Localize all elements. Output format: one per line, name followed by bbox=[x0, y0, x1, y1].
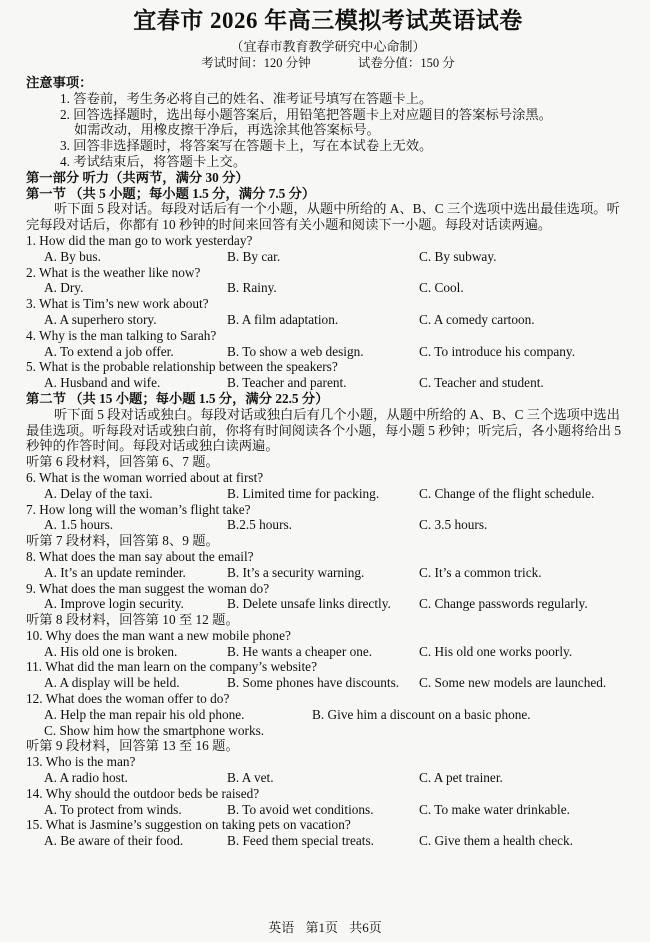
option-b: B. A vet. bbox=[227, 770, 274, 786]
material-6-heading: 听第 6 段材料，回答第 6、7 题。 bbox=[26, 454, 219, 470]
options-9 bbox=[26, 596, 630, 612]
note-item: 2. 回答选择题时，选出每小题答案后，用铅笔把答题卡上对应题目的答案标号涂黑。 bbox=[60, 106, 552, 122]
question-1: 1. How did the man go to work yesterday? bbox=[26, 232, 253, 248]
notes-section bbox=[26, 75, 630, 170]
option-b: B. Give him a discount on a basic phone. bbox=[312, 706, 531, 722]
option-b: B. A film adaptation. bbox=[227, 311, 339, 327]
options-10 bbox=[26, 644, 630, 660]
option-a: A. His old one is broken. bbox=[44, 643, 178, 659]
option-b: B. To show a web design. bbox=[227, 343, 364, 359]
question-4: 4. Why is the man talking to Sarah? bbox=[26, 327, 217, 343]
exam-score: 试卷分值：150 分 bbox=[357, 56, 455, 70]
option-a: A. To extend a job offer. bbox=[44, 343, 174, 359]
option-c: C. Some new models are launched. bbox=[419, 675, 607, 691]
section2-instructions: 听下面 5 段对话或独白。每段对话或独白后有几个小题，从题中所给的 A、B、C 三个选项中选出最佳选项。听每段对话或独白前，你将有时间阅读各个小题，每小题 5 秒钟；听完后，各小题将给出 5 秒钟的作答时间。每段对话或独白读两遍。 bbox=[26, 406, 622, 454]
footer-subject: 英语 bbox=[268, 920, 295, 936]
option-b: B. Rainy. bbox=[227, 280, 277, 296]
option-c: C. To make water drinkable. bbox=[419, 801, 570, 817]
options-5 bbox=[26, 375, 630, 391]
option-a: A. 1.5 hours. bbox=[44, 517, 114, 533]
question-10: 10. Why does the man want a new mobile phone? bbox=[26, 627, 291, 643]
material-8-heading: 听第 8 段材料，回答第 10 至 12 题。 bbox=[26, 612, 239, 628]
exam-subtitle: （宜春市教育教学研究中心命制） bbox=[230, 39, 426, 54]
note-item: 3. 回答非选择题时，将答案写在答题卡上，写在本试卷上无效。 bbox=[60, 138, 433, 154]
material-9-heading: 听第 9 段材料，回答第 13 至 16 题。 bbox=[26, 738, 239, 754]
options-6 bbox=[26, 486, 630, 502]
exam-meta bbox=[26, 55, 630, 72]
option-b: B. Teacher and parent. bbox=[227, 375, 347, 391]
option-c: C. Change of the flight schedule. bbox=[419, 485, 595, 501]
question-15: 15. What is Jasmine’s suggestion on taking pets on vacation? bbox=[26, 817, 351, 833]
question-7: 7. How long will the woman’s flight take? bbox=[26, 501, 251, 517]
option-a: A. Help the man repair his old phone. bbox=[44, 706, 245, 722]
exam-title: 宜春市 2026 年高三模拟考试英语试卷 bbox=[133, 8, 523, 33]
options-13 bbox=[26, 770, 630, 786]
options-4 bbox=[26, 344, 630, 360]
option-a: A. A display will be held. bbox=[44, 675, 180, 691]
material-7-heading: 听第 7 段材料，回答第 8、9 题。 bbox=[26, 533, 219, 549]
option-b: B.2.5 hours. bbox=[227, 517, 293, 533]
option-a: A. A radio host. bbox=[44, 770, 128, 786]
question-6: 6. What is the woman worried about at first? bbox=[26, 469, 264, 485]
section1-instructions: 听下面 5 段对话。每段对话后有一个小题，从题中所给的 A、B、C 三个选项中选出最佳选项。听完每段对话后，你都有 10 秒钟的时间来回答有关小题和阅读下一小题。每段对话读两遍。 bbox=[26, 201, 620, 233]
option-a: A. Be aware of their food. bbox=[44, 833, 184, 849]
options-8 bbox=[26, 565, 630, 581]
part1-heading: 第一部分 听力（共两节，满分 30 分） bbox=[26, 169, 249, 185]
option-c: C. A pet trainer. bbox=[419, 770, 503, 786]
page-footer bbox=[0, 920, 650, 936]
option-b: B. Delete unsafe links directly. bbox=[227, 596, 391, 612]
option-c: C. By subway. bbox=[419, 248, 497, 264]
note-item: 如需改动，用橡皮擦干净后，再选涂其他答案标号。 bbox=[74, 122, 380, 138]
question-8: 8. What does the man say about the email? bbox=[26, 548, 254, 564]
notes-heading: 注意事项： bbox=[26, 75, 93, 90]
section2-heading: 第二节 （共 15 小题；每小题 1.5 分，满分 22.5 分） bbox=[26, 390, 329, 406]
option-b: B. It’s a security warning. bbox=[227, 564, 365, 580]
question-14: 14. Why should the outdoor beds be raised? bbox=[26, 785, 260, 801]
option-a: A. Husband and wife. bbox=[44, 375, 161, 391]
option-b: B. Limited time for packing. bbox=[227, 485, 380, 501]
options-14 bbox=[26, 802, 630, 818]
option-c: C. 3.5 hours. bbox=[419, 517, 488, 533]
footer-total: 共6页 bbox=[349, 920, 382, 936]
option-c: C. His old one works poorly. bbox=[419, 643, 573, 659]
option-b: B. By car. bbox=[227, 248, 281, 264]
option-c: C. Teacher and student. bbox=[419, 375, 544, 391]
option-c: C. Show him how the smartphone works. bbox=[44, 722, 265, 738]
option-c: C. Give them a health check. bbox=[419, 833, 573, 849]
option-b: B. He wants a cheaper one. bbox=[227, 643, 373, 659]
option-a: A. Delay of the taxi. bbox=[44, 485, 153, 501]
options-3 bbox=[26, 312, 630, 328]
question-9: 9. What does the man suggest the woman do? bbox=[26, 580, 270, 596]
question-5: 5. What is the probable relationship between the speakers? bbox=[26, 359, 338, 375]
question-12: 12. What does the woman offer to do? bbox=[26, 691, 230, 707]
option-c: C. A comedy cartoon. bbox=[419, 311, 535, 327]
options-11 bbox=[26, 675, 630, 691]
option-a: A. By bus. bbox=[44, 248, 101, 264]
option-c: C. It’s a common trick. bbox=[419, 564, 542, 580]
option-c: C. Change passwords regularly. bbox=[419, 596, 588, 612]
option-a: A. To protect from winds. bbox=[44, 801, 182, 817]
option-b: B. To avoid wet conditions. bbox=[227, 801, 374, 817]
option-a: A. Dry. bbox=[44, 280, 84, 296]
option-a: A. Improve login security. bbox=[44, 596, 184, 612]
options-7 bbox=[26, 517, 630, 533]
question-13: 13. Who is the man? bbox=[26, 754, 136, 770]
note-item: 1. 答卷前，考生务必将自己的姓名、准考证号填写在答题卡上。 bbox=[60, 90, 433, 106]
options-12 bbox=[26, 707, 630, 723]
section1-heading: 第一节 （共 5 小题；每小题 1.5 分，满分 7.5 分） bbox=[26, 185, 316, 201]
options-1 bbox=[26, 249, 630, 265]
option-a: A. A superhero story. bbox=[44, 311, 157, 327]
option-c: C. To introduce his company. bbox=[419, 343, 576, 359]
note-item: 4. 考试结束后，将答题卡上交。 bbox=[60, 153, 247, 169]
question-11: 11. What did the man learn on the company’s website? bbox=[26, 659, 317, 675]
options-2 bbox=[26, 280, 630, 296]
options-15 bbox=[26, 833, 630, 849]
option-c: C. Cool. bbox=[419, 280, 464, 296]
question-2: 2. What is the weather like now? bbox=[26, 264, 201, 280]
exam-time: 考试时间：120 分钟 bbox=[201, 56, 311, 70]
option-b: B. Some phones have discounts. bbox=[227, 675, 400, 691]
question-3: 3. What is Tim’s new work about? bbox=[26, 296, 209, 312]
option-b: B. Feed them special treats. bbox=[227, 833, 374, 849]
footer-page: 第1页 bbox=[305, 920, 338, 936]
option-a: A. It’s an update reminder. bbox=[44, 564, 186, 580]
